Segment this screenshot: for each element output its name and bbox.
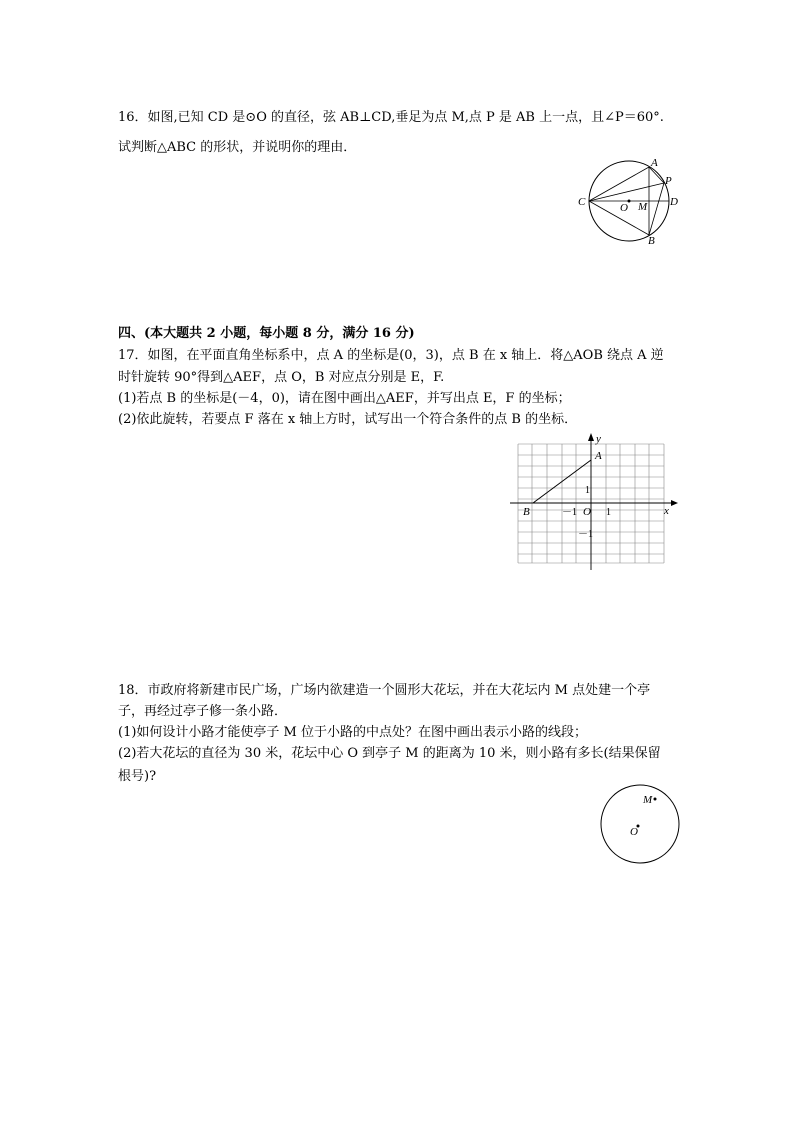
label-x: x <box>664 505 669 517</box>
q18-text-line-2: 子，再经过亭子修一条小路． <box>118 704 288 719</box>
label-o: O <box>620 202 628 214</box>
label-o: O <box>583 506 591 518</box>
q17-text-line-2: 时针旋转 90°得到△AEF，点 O，B 对应点分别是 E，F. <box>118 370 445 385</box>
label-o: O <box>630 826 638 838</box>
q18-text-line-1: 18．市政府将新建市民广场，广场内欲建造一个圆形大花坛，并在大花坛内 M 点处建一个亭 <box>118 683 651 698</box>
segment-cp <box>589 183 664 201</box>
tick-label-y-neg-1: －1 <box>578 529 593 540</box>
q17-coordinate-grid <box>505 428 690 578</box>
label-b: B <box>523 506 530 518</box>
tick-label-x-neg-1: －1 <box>562 507 577 518</box>
tick-label-y-1: 1 <box>585 485 590 496</box>
segment-ca <box>589 167 649 201</box>
label-y: y <box>596 433 601 445</box>
q16-text-line-1: 16．如图,已知 CD 是⊙O 的直径，弦 AB⊥CD,垂足为点 M,点 P 是 AB 上一点，且∠P＝60°. <box>118 110 664 125</box>
q16-circle-figure <box>570 150 690 250</box>
label-a: A <box>595 450 602 462</box>
segment-pb <box>649 183 664 235</box>
q16-text-line-2: 试判断△ABC 的形状，并说明你的理由． <box>118 140 357 155</box>
q18-text-line-5: 根号)? <box>118 769 157 784</box>
point-m <box>654 798 657 801</box>
x-axis-arrow <box>671 500 678 506</box>
tick-label-x-1: 1 <box>606 507 611 518</box>
label-b: B <box>648 235 655 247</box>
q17-text-line-3: (1)若点 B 的坐标是(－4，0)，请在图中画出△AEF，并写出点 E，F 的坐标； <box>118 391 571 406</box>
section-4-heading: 四、(本大题共 2 小题，每小题 8 分，满分 16 分) <box>118 326 415 341</box>
label-m: M <box>643 794 653 806</box>
label-c: C <box>578 196 586 208</box>
q18-flowerbed-figure <box>595 785 695 865</box>
label-p: P <box>665 175 672 187</box>
q17-text-line-4: (2)依此旋转，若要点 F 落在 x 轴上方时，试写出一个符合条件的点 B 的坐标． <box>118 412 578 427</box>
q17-text-line-1: 17．如图，在平面直角坐标系中，点 A 的坐标是(0，3)，点 B 在 x 轴上．将△AOB 绕点 A 逆 <box>118 348 664 363</box>
label-d: D <box>670 196 678 208</box>
q18-text-line-4: (2)若大花坛的直径为 30 米，花坛中心 O 到亭子 M 的距离为 10 米，则小路有多长(结果保留 <box>118 746 661 761</box>
label-a: A <box>651 157 658 169</box>
segment-pa <box>649 167 664 183</box>
q18-text-line-3: (1)如何设计小路才能使亭子 M 位于小路的中点处？在图中画出表示小路的线段； <box>118 725 587 740</box>
label-m: M <box>638 201 648 213</box>
y-axis-arrow <box>588 433 594 441</box>
flowerbed-circle <box>601 785 679 863</box>
